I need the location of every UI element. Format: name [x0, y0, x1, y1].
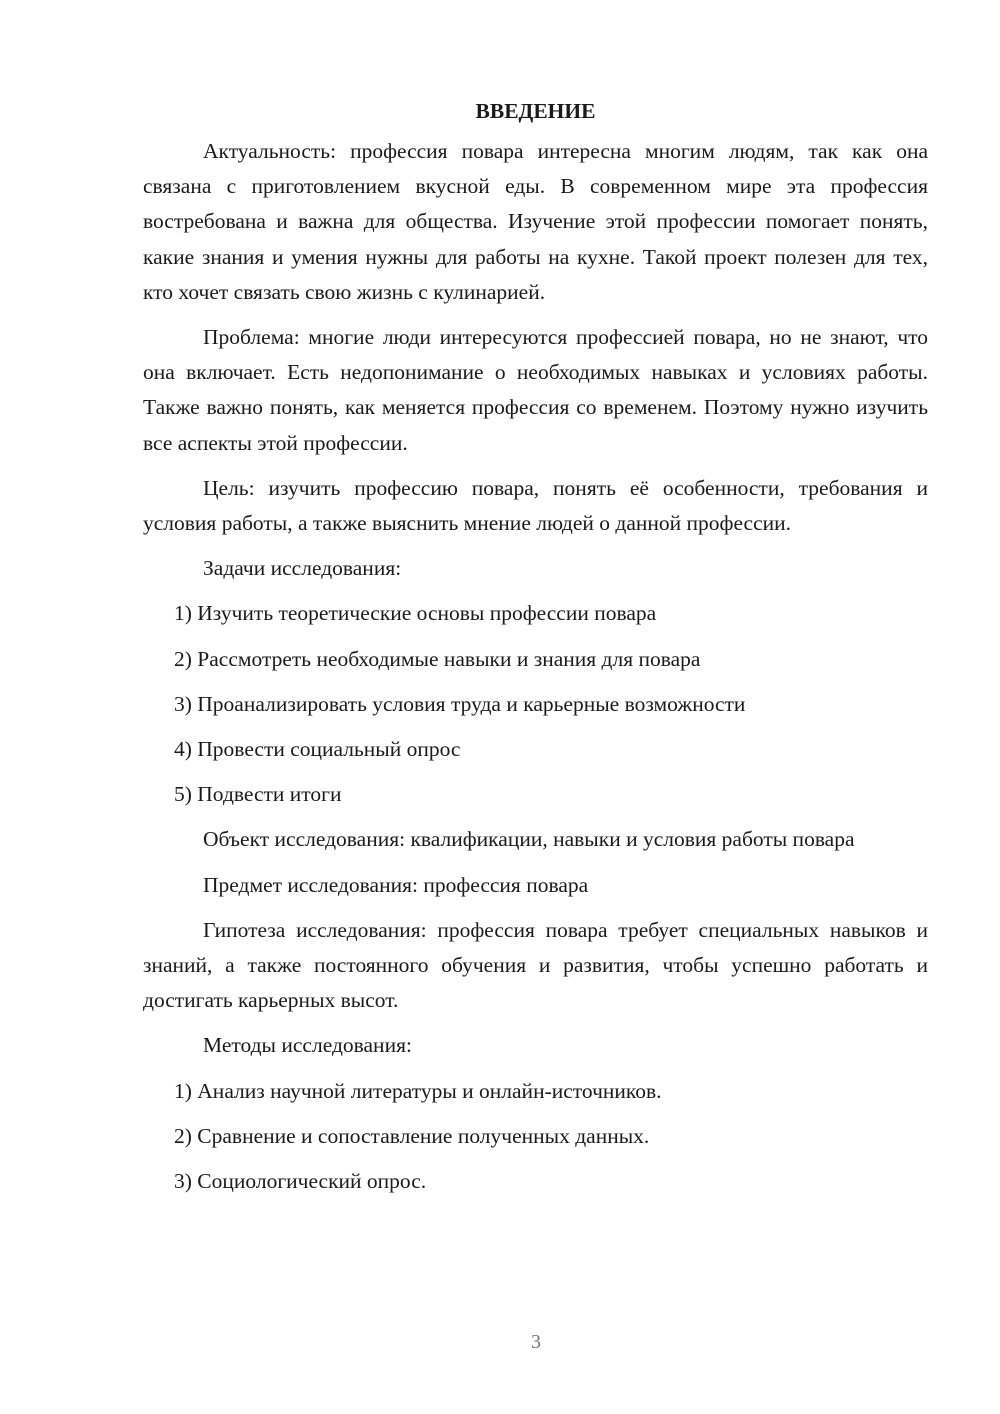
- task-item: 5) Подвести итоги: [174, 782, 342, 807]
- goal-paragraph: Цель: изучить профессию повара, понять её особенности, требования и условия работы, а также выяснить мнение людей о данной профессии.: [143, 475, 928, 536]
- task-item: 2) Рассмотреть необходимые навыки и знания для повара: [174, 646, 701, 671]
- object-paragraph: Объект исследования: квалификации, навыки и условия работы повара: [203, 827, 855, 852]
- problem-paragraph: Проблема: многие люди интересуются профессией повара, но не знают, что она включает. Есть недопонимание о необходимых навыках и условиях работы. Также важно понять, как меняется профессия со временем. Поэтому нужно изучить все аспекты этой профессии.: [143, 325, 928, 455]
- relevance-paragraph: Актуальность: профессия повара интересна многим людям, так как она связана с приготовлением вкусной еды. В современном мире эта профессия востребована и важна для общества. Изучение этой профессии помогает понять, какие знания и умения нужны для работы на кухне. Такой проект полезен для тех, кто хочет связать свою жизнь с кулинарией.: [143, 139, 928, 304]
- task-item: 1) Изучить теоретические основы профессии повара: [174, 601, 657, 626]
- method-item: 2) Сравнение и сопоставление полученных данных.: [174, 1123, 650, 1148]
- task-item: 3) Проанализировать условия труда и карьерные возможности: [174, 691, 746, 716]
- method-item: 1) Анализ научной литературы и онлайн-источников.: [174, 1078, 662, 1103]
- task-item: 4) Провести социальный опрос: [174, 737, 461, 762]
- tasks-list: [143, 596, 928, 812]
- tasks-heading: Задачи исследования:: [203, 556, 402, 581]
- methods-list: [143, 1074, 928, 1200]
- methods-heading: Методы исследования:: [203, 1033, 412, 1058]
- method-item: 3) Социологический опрос.: [174, 1169, 427, 1194]
- hypothesis-paragraph: Гипотеза исследования: профессия повара требует специальных навыков и знаний, а также постоянного обучения и развития, чтобы успешно работать и достигать карьерных высот.: [143, 917, 928, 1013]
- section-title: ВВЕДЕНИЕ: [475, 99, 596, 123]
- document-page: [143, 94, 928, 1209]
- page-number: 3: [531, 1331, 541, 1353]
- subject-paragraph: Предмет исследования: профессия повара: [203, 872, 589, 897]
